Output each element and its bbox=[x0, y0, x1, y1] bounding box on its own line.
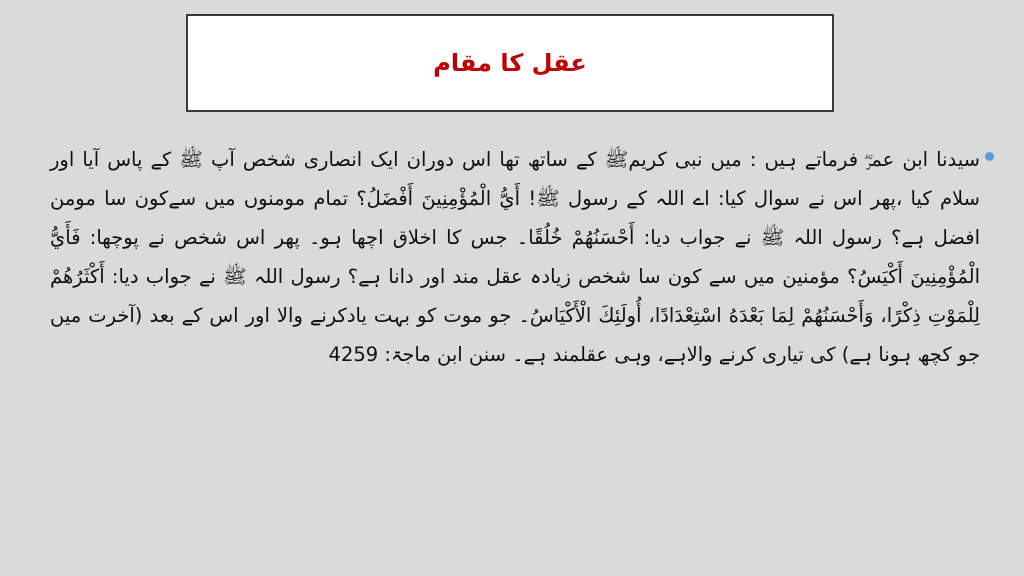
title-box bbox=[186, 14, 834, 112]
content-area bbox=[44, 140, 994, 560]
body-paragraph: سیدنا ابن عمرؓ فرماتے ہیں : میں نبی کریمﷺ کے ساتھ تھا اس دوران ایک انصاری شخص آپ ﷺ کے پاس آیا اور سلام کیا ،پھر اس نے سوال کیا: اے اللہ کے رسول ﷺ! أَيُّ الْمُؤْمِنِينَ أَفْضَلُ؟ تمام مومنوں میں سےکون سا مومن افضل ہے؟ رسول اللہ ﷺ نے جواب دیا: أَحْسَنُهُمْ خُلُقًا۔ جس کا اخلاق اچھا ہو۔ پھر اس شخص نے پوچھا: فَأَيُّ الْمُؤْمِنِينَ أَكْيَسُ؟ مؤمنین میں سے کون سا شخص زیادہ عقل مند اور دانا ہے؟ رسول اللہ ﷺ نے جواب دیا: أَكْثَرُهُمْ لِلْمَوْتِ ذِكْرًا، وَأَحْسَنُهُمْ لِمَا بَعْدَهُ اسْتِعْدَادًا، أُولَئِكَ الْأَكْيَاسُ۔ جو موت کو بہت یادکرنے والا اور اس کے بعد (آخرت میں جو کچھ ہونا ہے) کی تیاری کرنے والاہے، وہی عقلمند ہے۔ سنن ابن ماجۃ: 4259 bbox=[50, 148, 980, 366]
slide-title: عقل کا مقام bbox=[433, 49, 587, 77]
bullet-icon bbox=[985, 152, 994, 161]
